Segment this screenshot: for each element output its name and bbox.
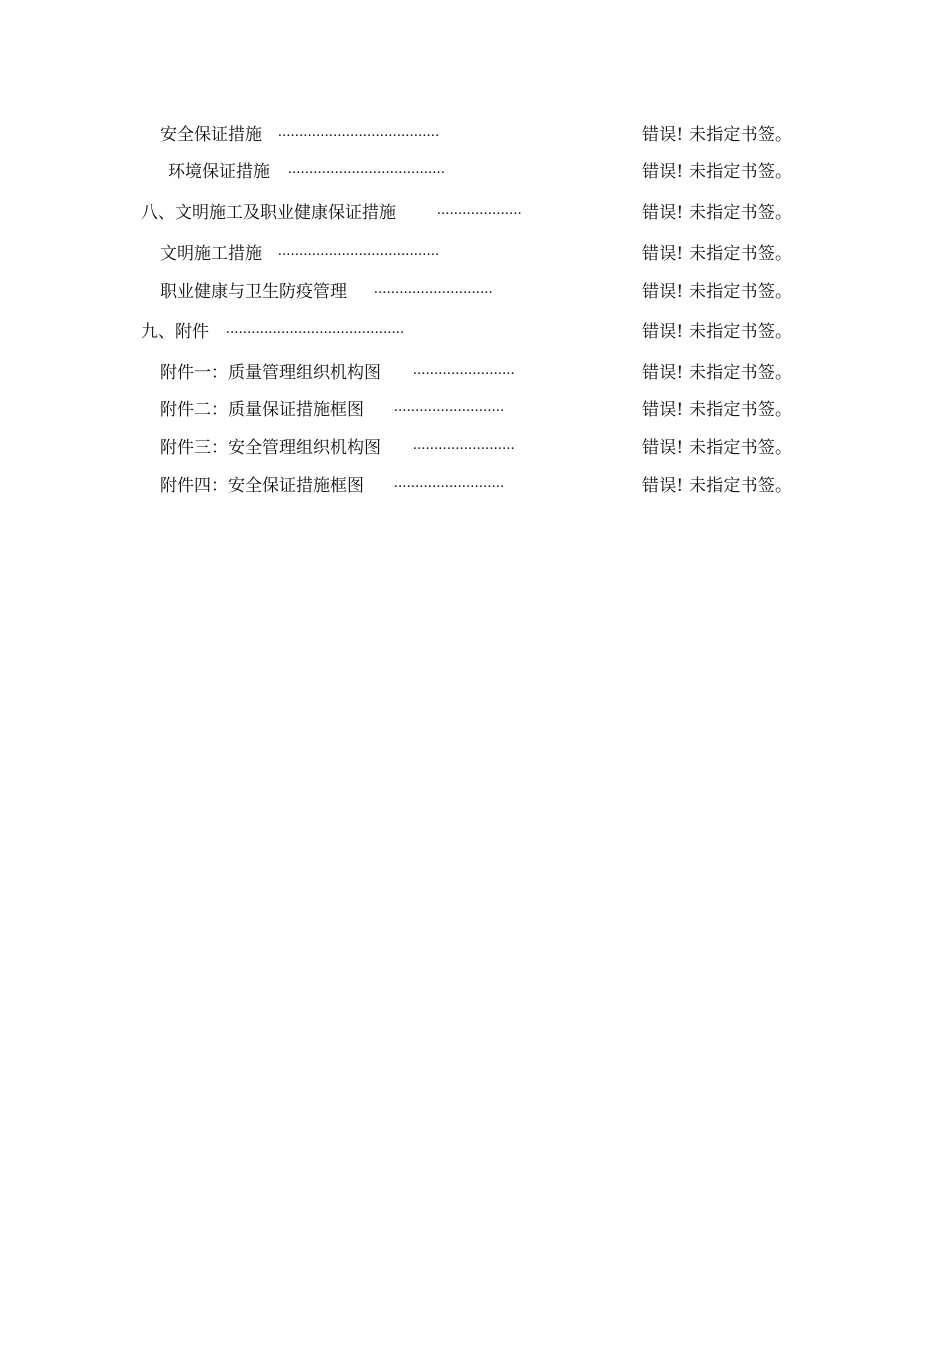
toc-entry[interactable] <box>0 361 950 385</box>
toc-page-reference: 错误! 未指定书签。 <box>642 322 793 342</box>
toc-entry[interactable] <box>0 398 950 422</box>
toc-entry-title: 环境保证措施 <box>168 162 270 182</box>
toc-entry-title: 附件三：安全管理组织机构图 <box>160 438 381 458</box>
toc-leader-dots: ...................................... <box>278 124 440 140</box>
toc-page-reference: 错误! 未指定书签。 <box>642 476 793 496</box>
toc-entry-title: 附件四：安全保证措施框图 <box>160 476 364 496</box>
toc-entry-title: 安全保证措施 <box>160 125 262 145</box>
toc-entry[interactable] <box>0 474 950 498</box>
toc-leader-dots: .......................... <box>394 475 505 491</box>
toc-entry-title: 职业健康与卫生防疫管理 <box>160 282 347 302</box>
toc-entry-title: 九、附件 <box>141 322 209 342</box>
toc-page-reference: 错误! 未指定书签。 <box>642 400 793 420</box>
toc-leader-dots: ............................ <box>374 281 493 297</box>
toc-page-reference: 错误! 未指定书签。 <box>642 244 793 264</box>
toc-entry-title: 附件二：质量保证措施框图 <box>160 400 364 420</box>
toc-entry[interactable] <box>0 160 950 184</box>
toc-entry[interactable] <box>0 320 950 344</box>
toc-page-reference: 错误! 未指定书签。 <box>642 162 793 182</box>
toc-entry[interactable] <box>0 280 950 304</box>
toc-entry[interactable] <box>0 123 950 147</box>
toc-leader-dots: ........................ <box>413 437 515 453</box>
toc-entry-title: 附件一：质量管理组织机构图 <box>160 363 381 383</box>
toc-leader-dots: ..................................... <box>288 161 446 177</box>
toc-entry[interactable] <box>0 242 950 266</box>
toc-leader-dots: ...................................... <box>278 243 440 259</box>
toc-leader-dots: ........................ <box>413 362 515 378</box>
toc-entry[interactable] <box>0 201 950 225</box>
toc-entry-title: 八、文明施工及职业健康保证措施 <box>141 203 396 223</box>
toc-page-reference: 错误! 未指定书签。 <box>642 203 793 223</box>
toc-entry[interactable] <box>0 436 950 460</box>
toc-page-reference: 错误! 未指定书签。 <box>642 125 793 145</box>
toc-page-reference: 错误! 未指定书签。 <box>642 282 793 302</box>
toc-leader-dots: .......................... <box>394 399 505 415</box>
toc-page-reference: 错误! 未指定书签。 <box>642 438 793 458</box>
toc-leader-dots: .......................................... <box>226 321 405 337</box>
toc-entry-title: 文明施工措施 <box>160 244 262 264</box>
toc-page-reference: 错误! 未指定书签。 <box>642 363 793 383</box>
toc-leader-dots: .................... <box>437 202 522 218</box>
